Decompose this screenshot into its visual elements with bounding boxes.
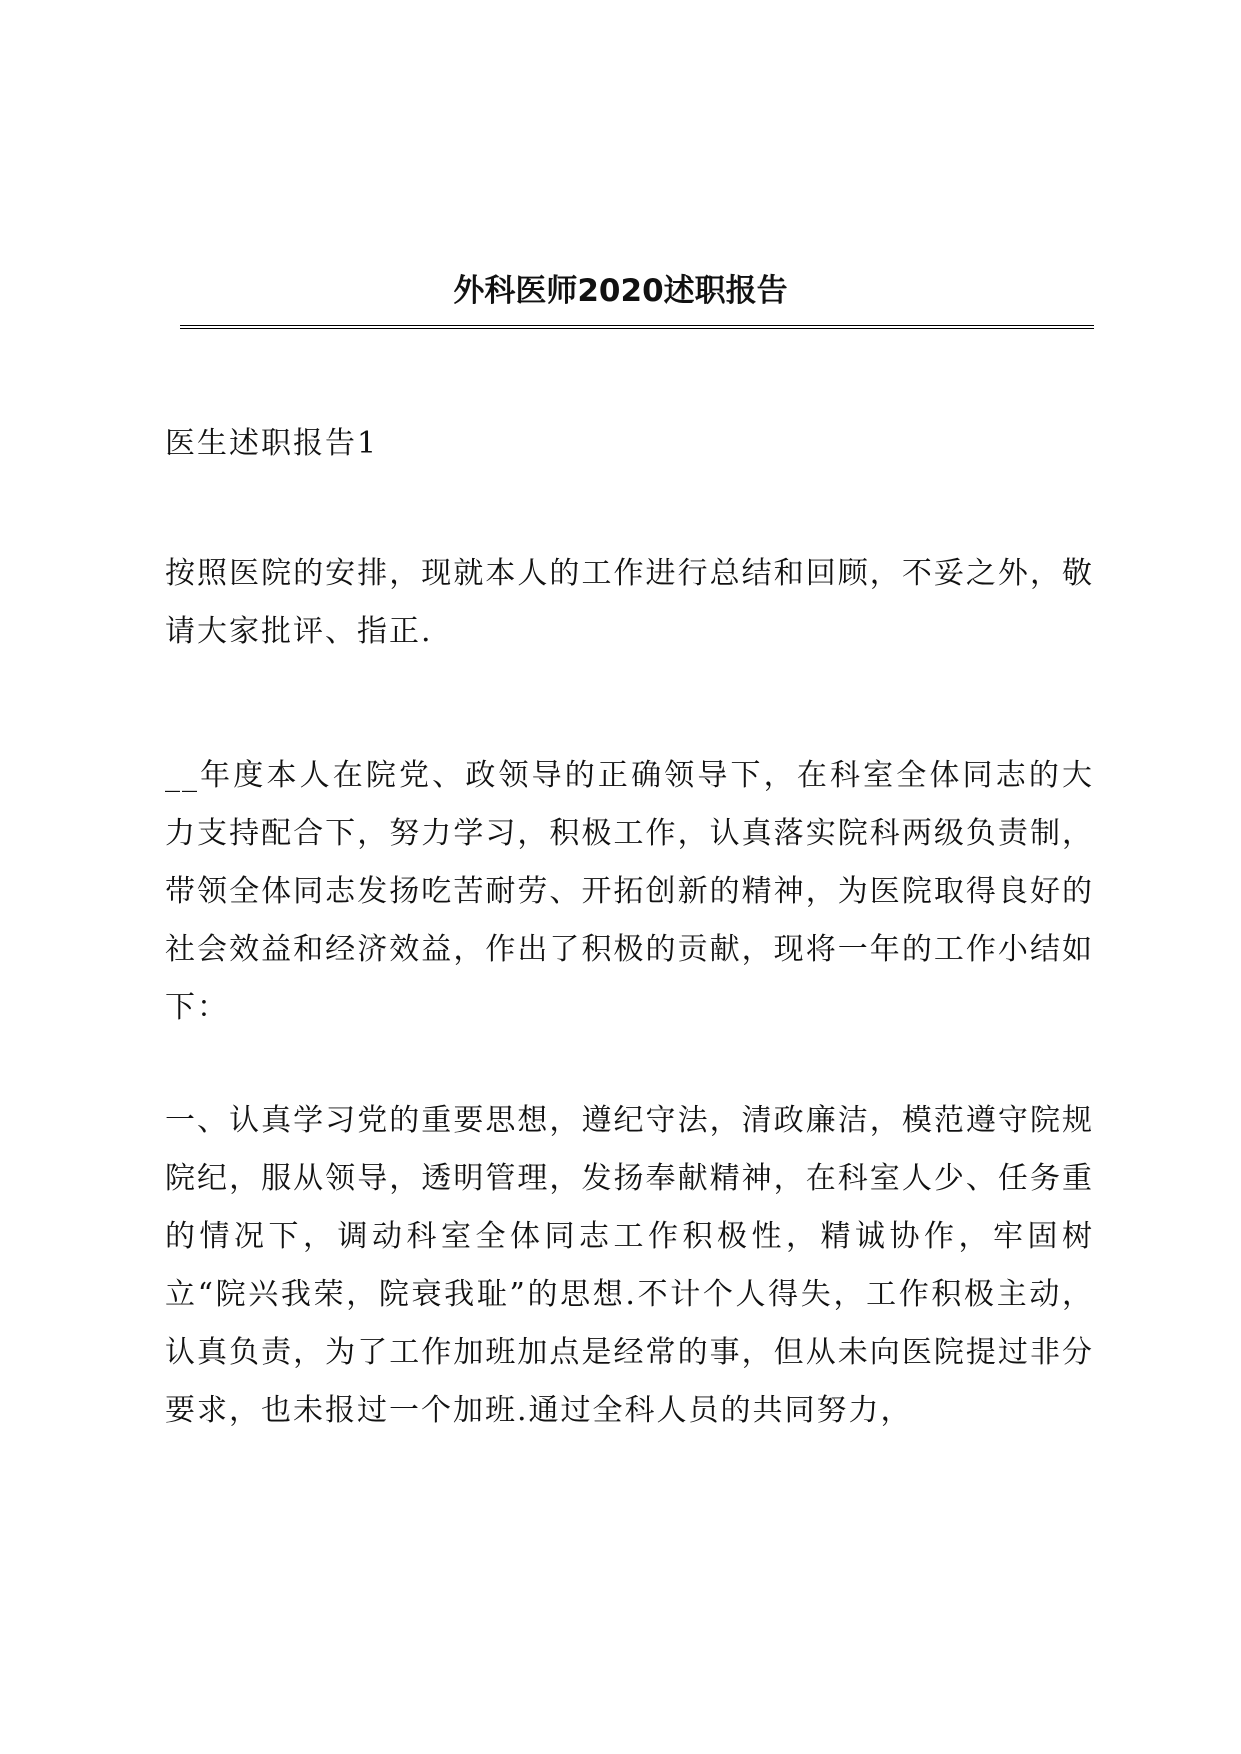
document-title: 外科医师2020述职报告 bbox=[453, 272, 788, 309]
paragraph-section-one: 一、认真学习党的重要思想，遵纪守法，清政廉洁，模范遵守院规院纪，服从领导，透明管理，发扬奉献精神，在科室人少、任务重的情况下，调动科室全体同志工作积极性，精诚协作，牢固树立“院兴我荣，院衰我耻”的思想.不计个人得失，工作积极主动，认真负责，为了工作加班加点是经常的事，但从未向医院提过非分要求，也未报过一个加班.通过全科人员的共同努力， bbox=[165, 1103, 1094, 1428]
paragraph-annual-summary: __年度本人在院党、政领导的正确领导下，在科室全体同志的大力支持配合下，努力学习，积极工作，认真落实院科两级负责制，带领全体同志发扬吃苦耐劳、开拓创新的精神，为医院取得良好的社会效益和经济效益，作出了积极的贡献，现将一年的工作小结如下： bbox=[165, 758, 1094, 1025]
title-double-rule bbox=[180, 325, 1094, 329]
section-heading: 医生述职报告1 bbox=[165, 426, 379, 461]
paragraph-intro: 按照医院的安排，现就本人的工作进行总结和回顾，不妥之外，敬请大家批评、指正. bbox=[165, 556, 1094, 649]
